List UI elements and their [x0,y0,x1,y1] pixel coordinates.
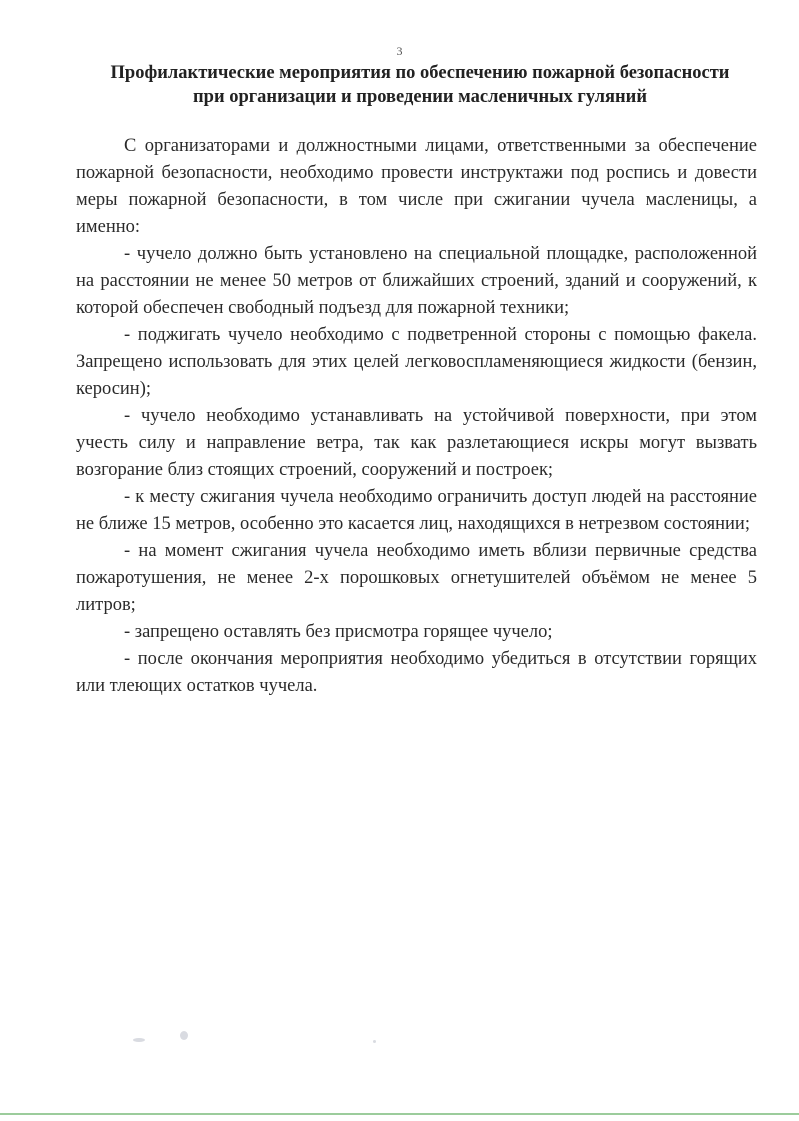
title-line-2: при организации и проведении масленичных гуляний [193,87,647,107]
page-number: 3 [396,44,403,58]
paragraph-item: - на момент сжигания чучела необходимо иметь вблизи первичные средства пожаротушения, не менее 2-х порошковых огнетушителей объёмом не менее 5 литров; [76,541,757,615]
scan-edge-line [0,1113,799,1115]
paragraph-item: - поджигать чучело необходимо с подветренной стороны с помощью факела. Запрещено использовать для этих целей легковоспламеняющиеся жидкости (бензин, керосин); [76,325,757,399]
paragraph-item: - после окончания мероприятия необходимо убедиться в отсутствии горящих или тлеющих остатков чучела. [76,649,757,696]
paragraph-intro: С организаторами и должностными лицами, ответственными за обеспечение пожарной безопасности, необходимо провести инструктажи под роспись и довести меры пожарной безопасности, в том числе при сжигании чучела масленицы, а именно: [76,136,757,237]
paragraph-item: - запрещено оставлять без присмотра горящее чучело; [124,622,553,642]
document-body [76,133,757,700]
document-title [70,61,770,109]
paragraph-item: - чучело необходимо устанавливать на устойчивой поверхности, при этом учесть силу и направление ветра, так как разлетающиеся искры могут вызвать возгорание близ стоящих строений, сооружений и построек; [76,406,757,480]
title-line-1: Профилактические мероприятия по обеспечению пожарной безопасности [110,63,730,83]
paragraph-item: - чучело должно быть установлено на специальной площадке, расположенной на расстоянии не менее 50 метров от ближайших строений, зданий и сооружений, к которой обеспечен свободный подъезд для пожарной техники; [76,244,757,318]
scan-smudge [180,1031,188,1040]
scan-smudge [133,1038,145,1042]
paragraph-item: - к месту сжигания чучела необходимо ограничить доступ людей на расстояние не ближе 15 метров, особенно это касается лиц, находящихся в нетрезвом состоянии; [76,487,757,534]
scan-smudge [373,1040,376,1043]
